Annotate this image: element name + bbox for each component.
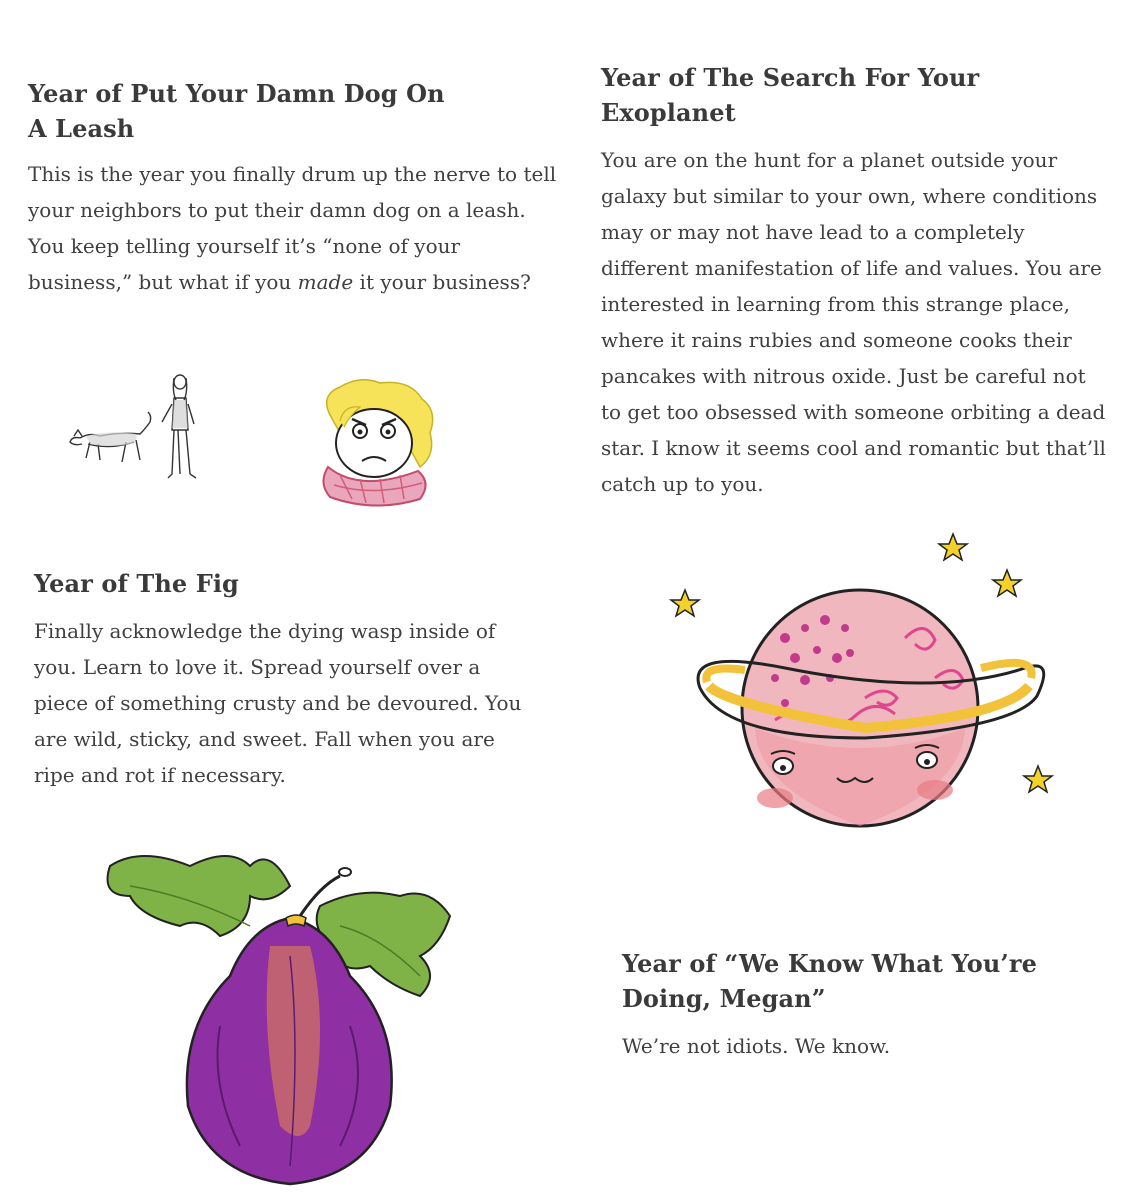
section-megan: [622, 946, 1102, 1064]
megan-body: We’re not idiots. We know.: [622, 1034, 891, 1058]
megan-heading-line1: Year of “We Know What You’re: [622, 949, 1037, 978]
fig-body: Finally acknowledge the dying wasp inside of you. Learn to love it. Spread yourself over a piece of something crusty and be devoured. You are wild, sticky, and sweet. Fall when you are ripe and rot if necessary.: [34, 619, 522, 787]
dog-walker-illustration: [60, 370, 220, 485]
exoplanet-heading: Year of The Search For Your Exoplanet: [601, 63, 980, 127]
angry-face-illustration: [300, 375, 450, 510]
dog-leash-body-part2: it your business?: [353, 270, 531, 294]
section-exoplanet: [601, 60, 1121, 502]
exoplanet-body: You are on the hunt for a planet outside your galaxy but similar to your own, where conditions may or may not have lead to a completely different manifestation of life and values. You are interested in learning from this strange place, where it rains rubies and someone cooks their pancakes with nitrous oxide. Just be careful not to get too obsessed with someone orbiting a dead star. I know it seems cool and romantic but that’ll catch up to you.: [601, 148, 1106, 496]
star-icon: [939, 534, 967, 560]
megan-heading-line2: Doing, Megan”: [622, 984, 826, 1013]
dog-leash-body-emphasis: made: [297, 270, 354, 294]
star-icon: [671, 590, 699, 616]
fig-illustration: [100, 826, 480, 1200]
dog-leash-body-part1: This is the year you finally drum up the nerve to tell your neighbors to put their damn dog on a leash. You keep telling yourself it’s “none of your business,” but what if you: [28, 162, 557, 294]
section-fig: [34, 566, 534, 793]
dog-leash-heading-line1: Year of Put Your Damn Dog On: [28, 79, 445, 108]
dog-leash-body: [28, 156, 558, 300]
star-icon: [993, 570, 1021, 596]
fig-heading: Year of The Fig: [34, 569, 239, 598]
megan-heading: [622, 946, 1102, 1016]
planet-illustration: [665, 528, 1065, 848]
section-dog-leash: [28, 76, 558, 300]
dog-leash-heading-line2: A Leash: [28, 114, 135, 143]
dog-leash-heading: [28, 76, 558, 146]
star-icon: [1024, 766, 1052, 792]
